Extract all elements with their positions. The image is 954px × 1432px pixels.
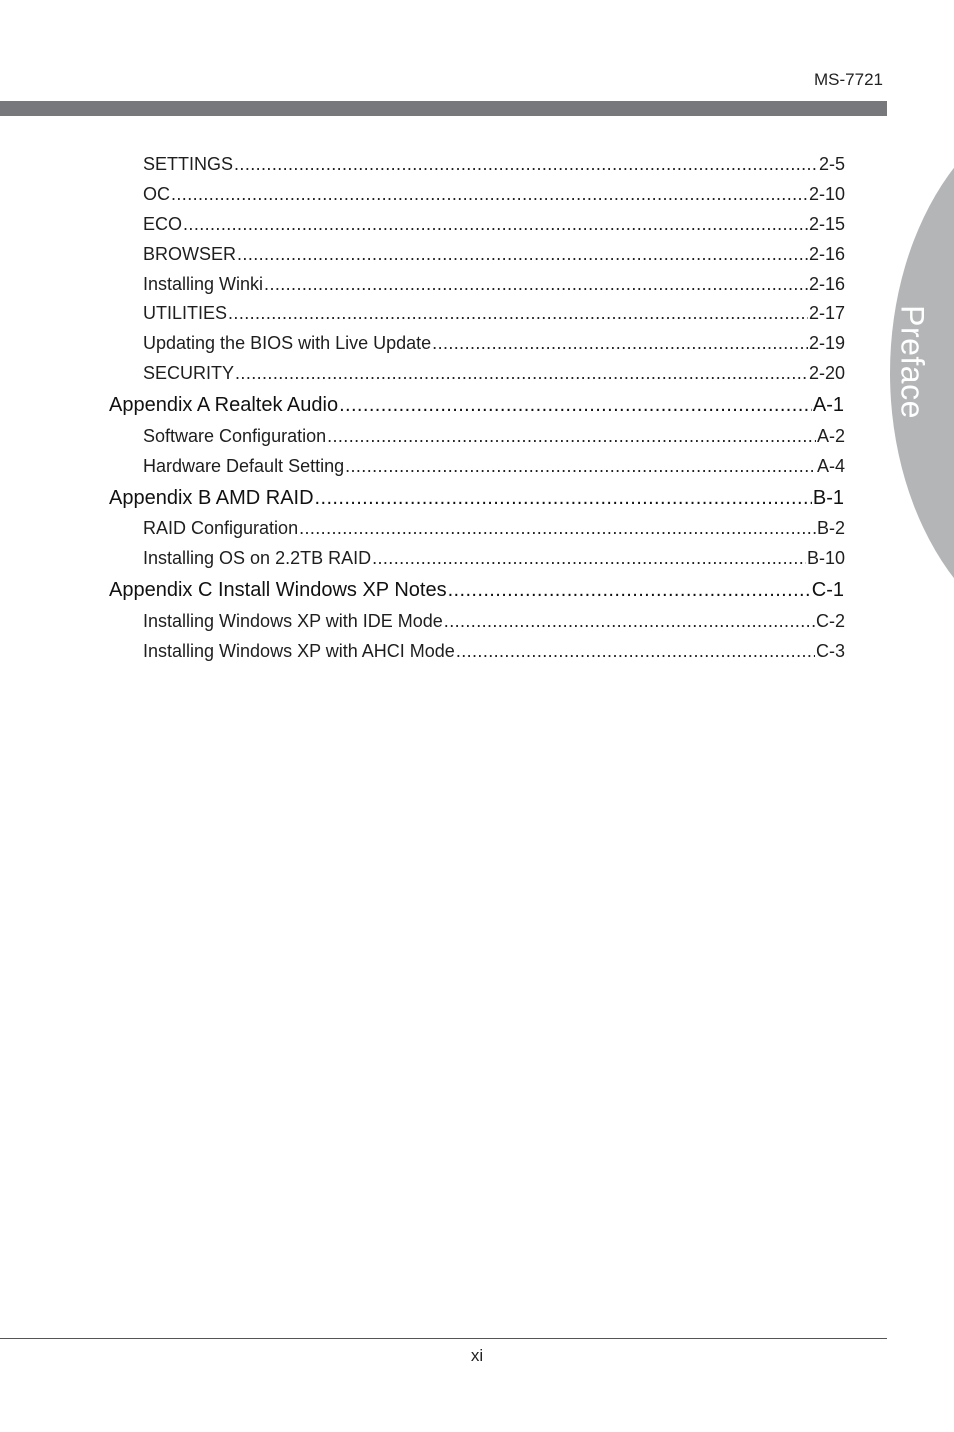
toc-entry-title: Installing Winki <box>143 274 264 294</box>
toc-entry[interactable] <box>143 640 845 662</box>
toc-entry-page: C-1 <box>811 579 844 601</box>
toc-entry-page: 2-16 <box>808 274 845 294</box>
toc-entry-page: 2-15 <box>808 214 845 234</box>
toc-chapter-entry[interactable] <box>109 486 844 510</box>
toc-entry-page: 2-5 <box>818 154 845 174</box>
toc-leader <box>339 393 812 417</box>
toc-leader <box>299 517 816 539</box>
toc-leader <box>235 362 808 384</box>
toc-leader <box>264 273 808 295</box>
toc-entry-title: Appendix B AMD RAID <box>109 487 314 509</box>
toc-entry-title: BROWSER <box>143 244 237 264</box>
toc-entry-title: UTILITIES <box>143 303 228 323</box>
toc-entry[interactable] <box>143 610 845 632</box>
toc-entry-title: Updating the BIOS with Live Update <box>143 333 432 353</box>
toc-entry-page: B-1 <box>812 487 844 509</box>
toc-entry-title: Hardware Default Setting <box>143 456 345 476</box>
toc-leader <box>448 578 811 602</box>
toc-leader <box>327 425 816 447</box>
toc-leader <box>456 640 815 662</box>
toc-entry-title: OC <box>143 184 170 204</box>
model-number: MS-7721 <box>814 70 883 89</box>
toc-entry-title: Appendix C Install Windows XP Notes <box>109 579 447 601</box>
toc-entry[interactable] <box>143 362 845 384</box>
toc-leader <box>171 183 808 205</box>
toc-entry-page: C-3 <box>815 641 845 661</box>
toc-leader <box>444 610 815 632</box>
toc-leader <box>372 547 806 569</box>
toc-entry[interactable] <box>143 213 845 235</box>
toc-entry-title: Installing Windows XP with AHCI Mode <box>143 641 455 661</box>
toc-entry-title: Installing OS on 2.2TB RAID <box>143 548 372 568</box>
toc-entry-title: SETTINGS <box>143 154 234 174</box>
toc-entry-page: B-10 <box>806 548 845 568</box>
toc-entry-title: ECO <box>143 214 183 234</box>
toc-entry-page: C-2 <box>815 611 845 631</box>
toc-entry-page: 2-20 <box>808 363 845 383</box>
toc-chapter-entry[interactable] <box>109 393 844 417</box>
toc-entry-page: A-1 <box>812 394 844 416</box>
footer-rule <box>0 1338 887 1339</box>
toc-chapter-entry[interactable] <box>109 578 844 602</box>
toc-entry-title: Software Configuration <box>143 426 327 446</box>
toc-leader <box>237 243 808 265</box>
toc-leader <box>234 153 818 175</box>
toc-entry-page: A-2 <box>816 426 845 446</box>
section-tab-label: Preface <box>894 305 931 419</box>
toc-entry-title: Appendix A Realtek Audio <box>109 394 339 416</box>
toc-entry-title: SECURITY <box>143 363 235 383</box>
page-number: xi <box>470 1346 484 1365</box>
toc-entry[interactable] <box>143 332 845 354</box>
toc-entry[interactable] <box>143 302 845 324</box>
toc-entry-title: Installing Windows XP with IDE Mode <box>143 611 443 631</box>
toc-entry-title: RAID Configuration <box>143 518 299 538</box>
toc-entry-page: 2-10 <box>808 184 845 204</box>
toc-entry-page: B-2 <box>816 518 845 538</box>
toc-entry[interactable] <box>143 273 845 295</box>
toc-leader <box>183 213 808 235</box>
toc-entry[interactable] <box>143 455 845 477</box>
toc-entry-page: 2-17 <box>808 303 845 323</box>
header-bar <box>0 101 887 116</box>
toc-entry[interactable] <box>143 183 845 205</box>
toc-entry[interactable] <box>143 153 845 175</box>
toc-leader <box>228 302 808 324</box>
toc-leader <box>432 332 808 354</box>
toc-leader <box>315 486 812 510</box>
toc-entry[interactable] <box>143 425 845 447</box>
toc-entry-page: 2-19 <box>808 333 845 353</box>
toc-entry-page: 2-16 <box>808 244 845 264</box>
toc-entry[interactable] <box>143 243 845 265</box>
toc-entry[interactable] <box>143 547 845 569</box>
toc-entry[interactable] <box>143 517 845 539</box>
toc-entry-page: A-4 <box>816 456 845 476</box>
toc-leader <box>345 455 816 477</box>
